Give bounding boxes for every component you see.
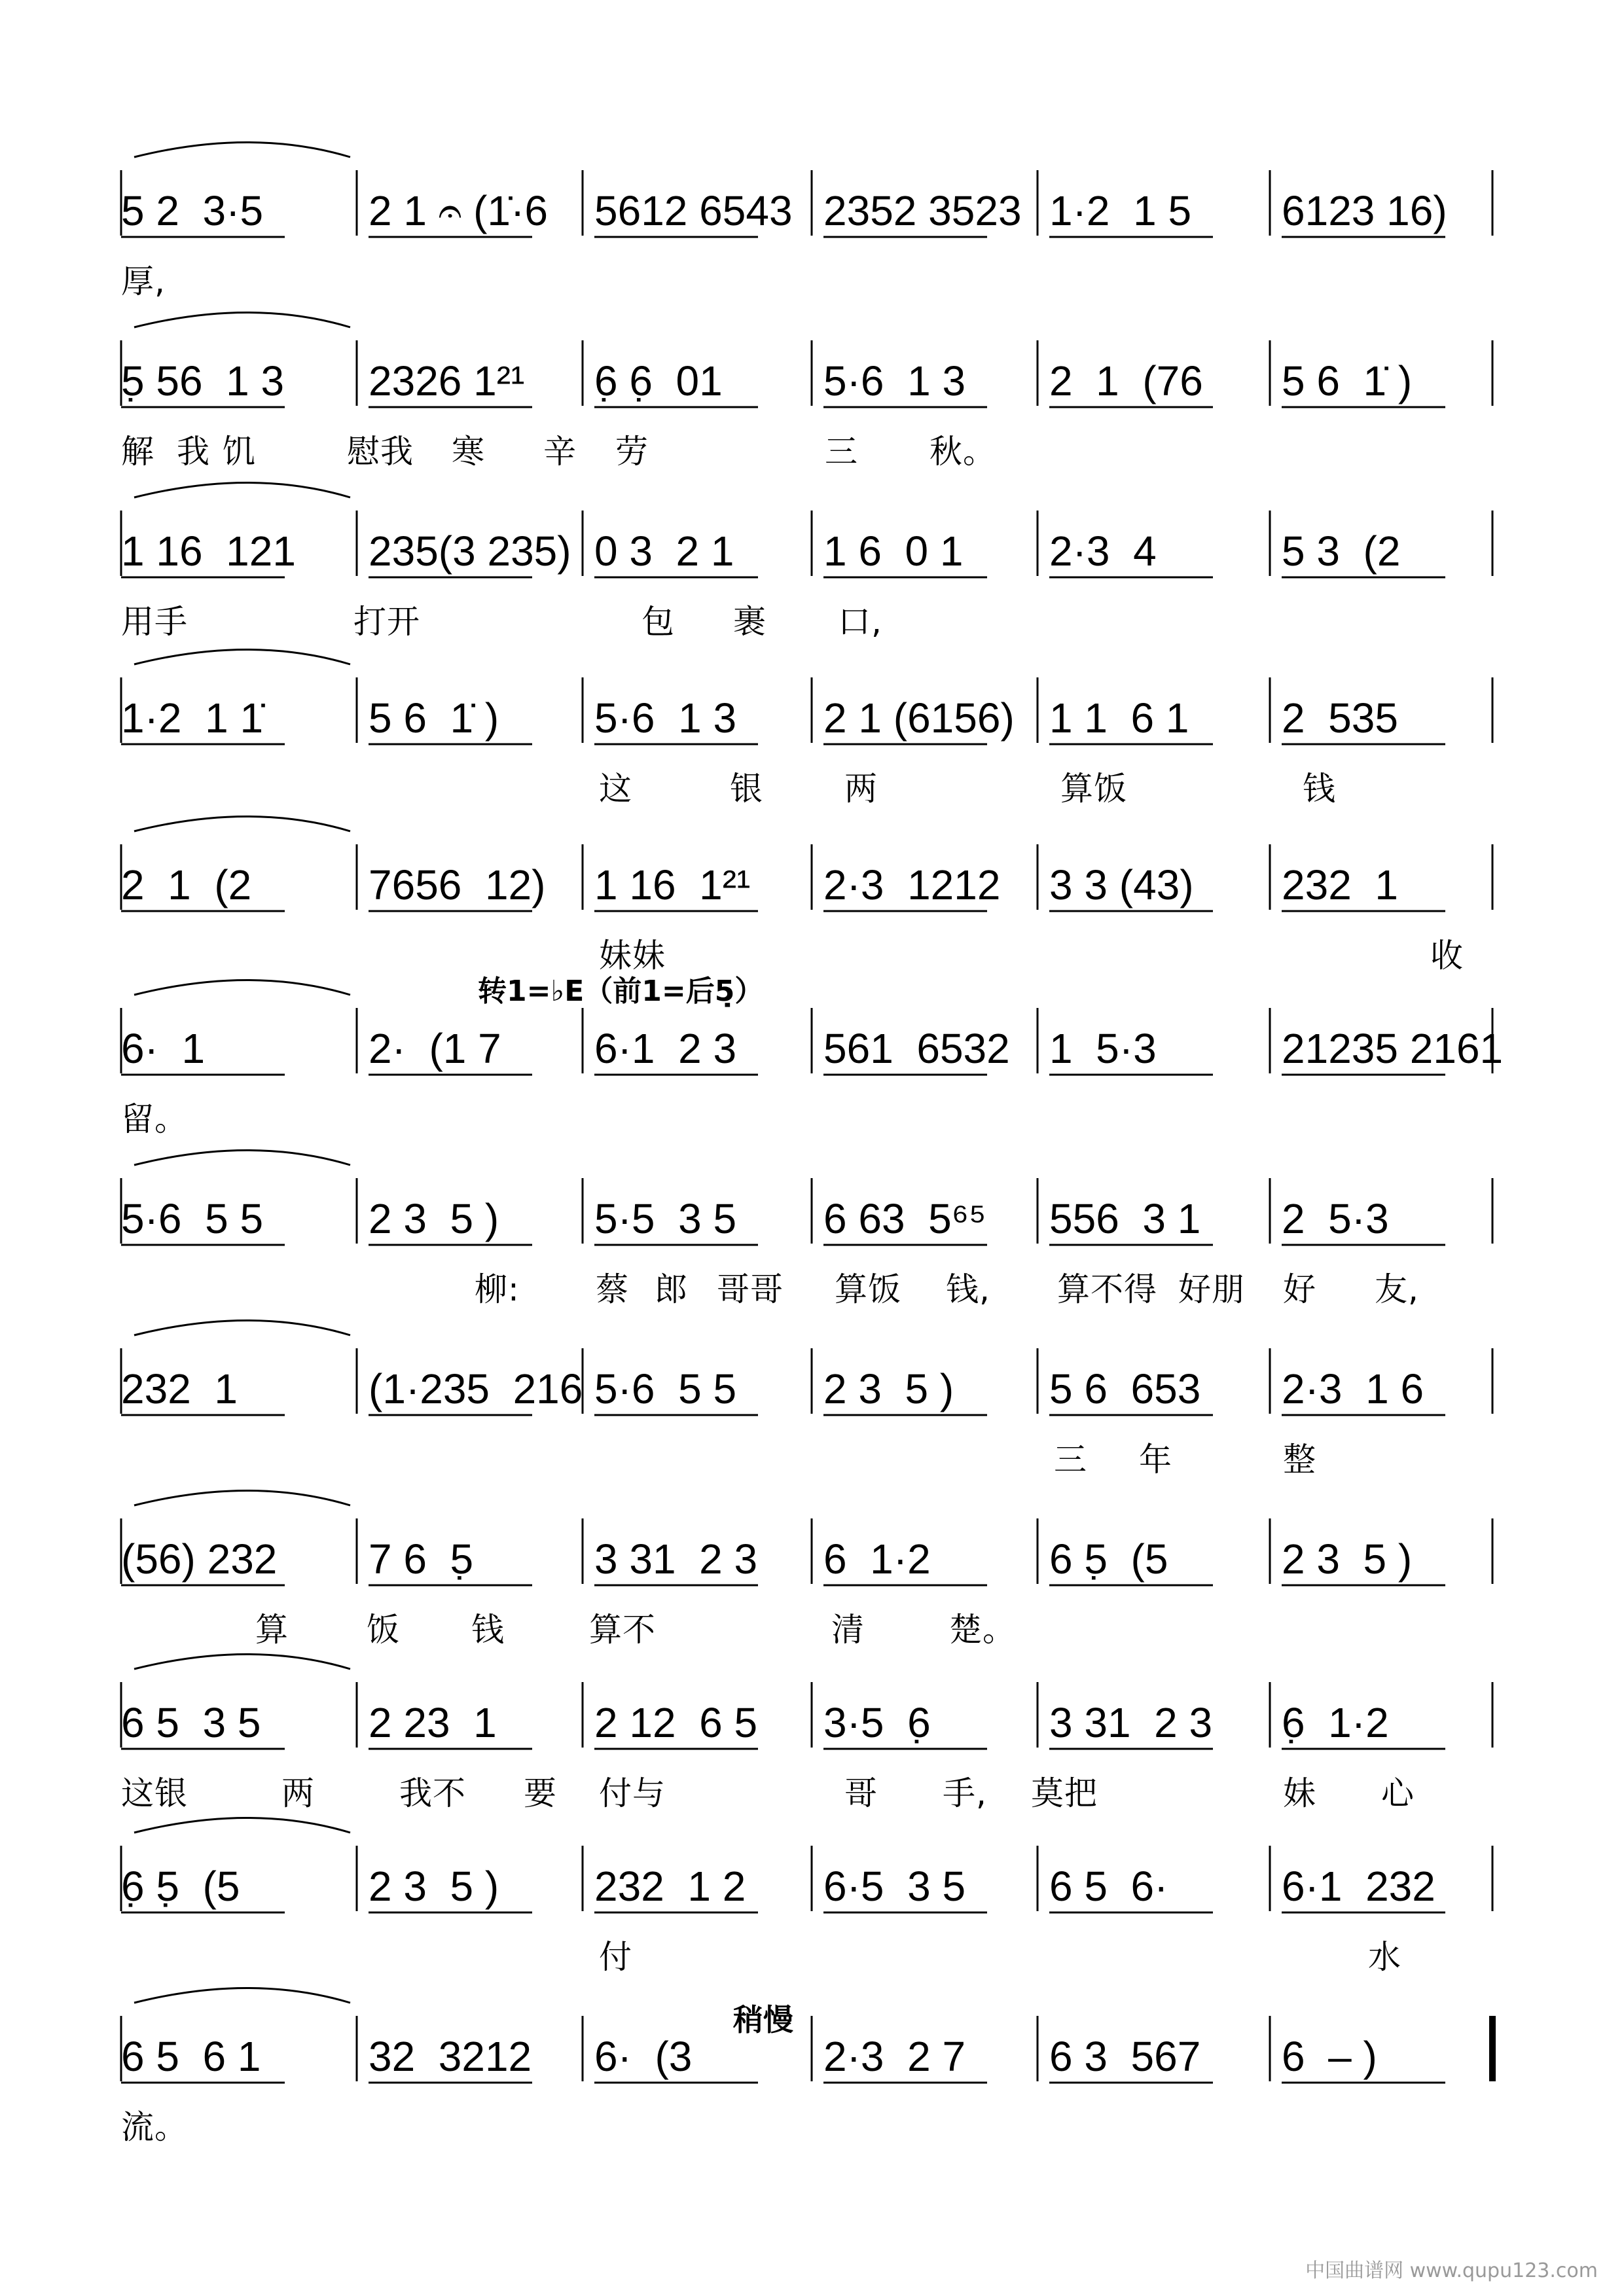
measure-notes: 235(3 235) xyxy=(369,528,571,575)
measure-notes: 2 1 (6156) xyxy=(823,694,1015,742)
measure-notes: 1 5·3 xyxy=(1049,1025,1157,1072)
measure-notes: 232 1 xyxy=(121,1365,238,1412)
lyric-syllable: 这银 xyxy=(121,1774,188,1812)
measure-notes: 6 1·2 xyxy=(823,1535,931,1583)
lyric-syllable: 口, xyxy=(838,603,882,641)
measure-notes: 1 16 1²¹ xyxy=(594,861,751,908)
measure-notes: 6 5 6 1 xyxy=(121,2033,261,2080)
measure-notes: 2 1 (2 xyxy=(121,861,252,908)
measure-notes: 5 6 1̇ ) xyxy=(369,694,499,742)
site-watermark: 中国曲谱网 www.qupu123.com xyxy=(1305,2259,1598,2282)
measure-notes: 5·6 1 3 xyxy=(823,357,966,404)
lyric-syllable: 裹 xyxy=(733,603,767,641)
lyric-syllable: 寒 xyxy=(452,433,485,471)
measure-notes: 2 3 5 ) xyxy=(369,1863,499,1910)
measure-notes: 2·3 4 xyxy=(1049,528,1157,575)
measure-notes: 6̣ 1·2 xyxy=(1282,1699,1389,1746)
measure-notes: 232 1 2 xyxy=(594,1863,746,1910)
lyric-syllable: 付与 xyxy=(599,1774,666,1812)
lyric-syllable: 收 xyxy=(1430,937,1464,975)
measure-notes: 2352 3523 xyxy=(823,187,1022,234)
measure-notes: 6123 16) xyxy=(1282,187,1447,234)
measure-notes: 5̣ 56 1 3 xyxy=(121,357,285,404)
lyric-syllable: 算饭 xyxy=(1060,770,1127,808)
slur-arc xyxy=(134,1988,350,2003)
lyric-syllable: 水 xyxy=(1368,1938,1401,1976)
lyric-syllable: 这 xyxy=(599,770,632,808)
lyric-syllable: 三 xyxy=(1054,1441,1087,1479)
measure-notes: 2 12 6 5 xyxy=(594,1699,758,1746)
measure-notes: 6· (3 xyxy=(594,2033,693,2080)
slur-arc xyxy=(134,650,350,665)
measure-notes: 5 2 3·5 xyxy=(121,187,264,234)
measure-notes: 7656 12) xyxy=(369,861,546,908)
measure-notes: 6 3 567 xyxy=(1049,2033,1201,2080)
lyric-syllable: 饥 xyxy=(223,433,256,471)
lyric-syllable: 蔡 xyxy=(596,1270,629,1308)
lyric-syllable: 钱, xyxy=(946,1270,990,1308)
lyric-syllable: 莫把 xyxy=(1031,1774,1098,1812)
measure-notes: 5612 6543 xyxy=(594,187,793,234)
tempo-mark: 稍慢 xyxy=(733,2002,793,2037)
measure-notes: 2 5·3 xyxy=(1282,1195,1389,1242)
measure-notes: 32 3212 xyxy=(369,2033,532,2080)
lyric-syllable: 年 xyxy=(1139,1441,1172,1479)
lyric-syllable: 流。 xyxy=(121,2108,188,2146)
lyric-syllable: 钱 xyxy=(471,1611,505,1649)
lyric-syllable: 两 xyxy=(281,1774,315,1812)
lyric-syllable: 两 xyxy=(844,770,878,808)
slur-arc xyxy=(134,1491,350,1506)
lyric-syllable: 用手 xyxy=(121,603,188,641)
measure-notes: 1 16 121 xyxy=(121,528,296,575)
lyric-syllable: 哥 xyxy=(844,1774,878,1812)
measure-notes: 561 6532 xyxy=(823,1025,1010,1072)
measure-notes: 3 31 2 3 xyxy=(1049,1699,1213,1746)
lyric-syllable: 付 xyxy=(599,1938,632,1976)
slur-arc xyxy=(134,1818,350,1833)
measure-notes: 6̣ 6̣ 01 xyxy=(594,357,723,404)
lyric-syllable: 秋。 xyxy=(929,433,996,471)
measure-notes: 1 6 0 1 xyxy=(823,528,964,575)
slur-arc xyxy=(134,143,350,158)
measure-notes: 6 – ) xyxy=(1282,2033,1377,2080)
measure-notes: 7 6 5̣ xyxy=(369,1535,474,1583)
measure-notes: 6̣ 5̣ (5 xyxy=(121,1863,240,1910)
lyric-syllable: 三 xyxy=(825,433,858,471)
lyric-syllable: 算饭 xyxy=(835,1270,901,1308)
lyric-syllable: 劳 xyxy=(615,433,649,471)
lyric-syllable: 要 xyxy=(524,1774,557,1812)
lyric-syllable: 解 xyxy=(121,433,154,471)
measure-notes: 21235 2161 xyxy=(1282,1025,1504,1072)
measure-notes: 5·6 5 5 xyxy=(594,1365,737,1412)
lyric-syllable: 手, xyxy=(943,1774,987,1812)
measure-notes: 2 3 5 ) xyxy=(1282,1535,1413,1583)
lyric-syllable: 留。 xyxy=(121,1100,188,1138)
measure-notes: 6 5 3 5 xyxy=(121,1699,261,1746)
measure-notes: 232 1 xyxy=(1282,861,1398,908)
measure-notes: 5·6 5 5 xyxy=(121,1195,264,1242)
slur-arc xyxy=(134,1321,350,1336)
lyric-syllable: 楚。 xyxy=(949,1611,1016,1649)
measure-notes: 1·2 1 1̇ xyxy=(121,694,264,742)
measure-notes: 2 3 5 ) xyxy=(823,1365,954,1412)
measure-notes: 6·1 2 3 xyxy=(594,1025,737,1072)
slur-arc xyxy=(134,1655,350,1670)
lyric-syllable: 钱 xyxy=(1303,770,1336,808)
lyric-syllable: 友, xyxy=(1375,1270,1419,1308)
measure-notes: 5 3 (2 xyxy=(1282,528,1401,575)
slur-arc xyxy=(134,980,350,996)
measure-notes: 6 5 6· xyxy=(1049,1863,1168,1910)
lyric-syllable: 清 xyxy=(831,1611,865,1649)
measure-notes: 5 6 653 xyxy=(1049,1365,1201,1412)
slur-arc xyxy=(134,1151,350,1166)
measure-notes: 2 3 5 ) xyxy=(369,1195,499,1242)
lyric-syllable: 我 xyxy=(177,433,210,471)
measure-notes: 2 23 1 xyxy=(369,1699,497,1746)
measure-notes: 556 3 1 xyxy=(1049,1195,1201,1242)
measure-notes: 5·5 3 5 xyxy=(594,1195,737,1242)
measure-notes: 6·1 232 xyxy=(1282,1863,1435,1910)
slur-arc xyxy=(134,817,350,832)
lyric-syllable: 好 xyxy=(1283,1270,1316,1308)
measure-notes: 2·3 1212 xyxy=(823,861,1001,908)
lyric-syllable: 郎 xyxy=(655,1270,688,1308)
measure-notes: 2 1 𝄐 (1̇·6 xyxy=(369,187,548,234)
measure-notes: 3·5 6̣ xyxy=(823,1699,931,1746)
measure-notes: 3 3 (43) xyxy=(1049,861,1194,908)
lyric-syllable: 饭 xyxy=(367,1611,400,1649)
slur-arc xyxy=(134,483,350,498)
lyric-syllable: 心 xyxy=(1381,1774,1415,1812)
lyric-syllable: 辛 xyxy=(543,433,577,471)
lyric-syllable: 妹 xyxy=(1283,1774,1316,1812)
lyric-syllable: 好朋 xyxy=(1178,1270,1245,1308)
lyric-syllable: 柳: xyxy=(475,1270,520,1308)
measure-notes: (56) 232 xyxy=(121,1535,278,1583)
lyric-syllable: 整 xyxy=(1283,1441,1316,1479)
measure-notes: 1 1 6 1 xyxy=(1049,694,1189,742)
lyric-syllable: 算不得 xyxy=(1057,1270,1157,1308)
measure-notes: 2·3 1 6 xyxy=(1282,1365,1424,1412)
measure-notes: (1·235 216 xyxy=(369,1365,583,1412)
lyric-syllable: 算不 xyxy=(589,1611,656,1649)
slur-arc xyxy=(134,313,350,328)
measure-notes: 2· (1 7 xyxy=(369,1025,501,1072)
lyric-syllable: 厚, xyxy=(121,262,166,300)
lyric-syllable: 哥哥 xyxy=(717,1270,784,1308)
measure-notes: 5·6 1 3 xyxy=(594,694,737,742)
measure-notes: 6 5̣ (5 xyxy=(1049,1535,1168,1583)
lyric-syllable: 妹妹 xyxy=(599,937,666,975)
measure-notes: 2 535 xyxy=(1282,694,1398,742)
lyric-syllable: 我不 xyxy=(399,1774,466,1812)
measure-notes: 6·5 3 5 xyxy=(823,1863,966,1910)
measure-notes: 2 1 (76 xyxy=(1049,357,1203,404)
measure-notes: 2326 1²¹ xyxy=(369,357,525,404)
measure-notes: 6 63 5⁶⁵ xyxy=(823,1195,986,1242)
measure-notes: 6· 1 xyxy=(121,1025,206,1072)
lyric-syllable: 打开 xyxy=(353,603,420,641)
measure-notes: 1·2 1 5 xyxy=(1049,187,1192,234)
lyric-syllable: 包 xyxy=(641,603,675,641)
lyric-syllable: 银 xyxy=(730,770,763,808)
measure-notes: 5 6 1̇ ) xyxy=(1282,357,1413,404)
measure-notes: 2·3 2 7 xyxy=(823,2033,966,2080)
measure-notes: 0 3 2 1 xyxy=(594,528,734,575)
modulation-mark: 转1=♭E（前1=后5̣） xyxy=(478,975,764,1008)
measure-notes: 3 31 2 3 xyxy=(594,1535,758,1583)
lyric-syllable: 算 xyxy=(255,1611,289,1649)
lyric-syllable: 慰我 xyxy=(347,433,414,471)
